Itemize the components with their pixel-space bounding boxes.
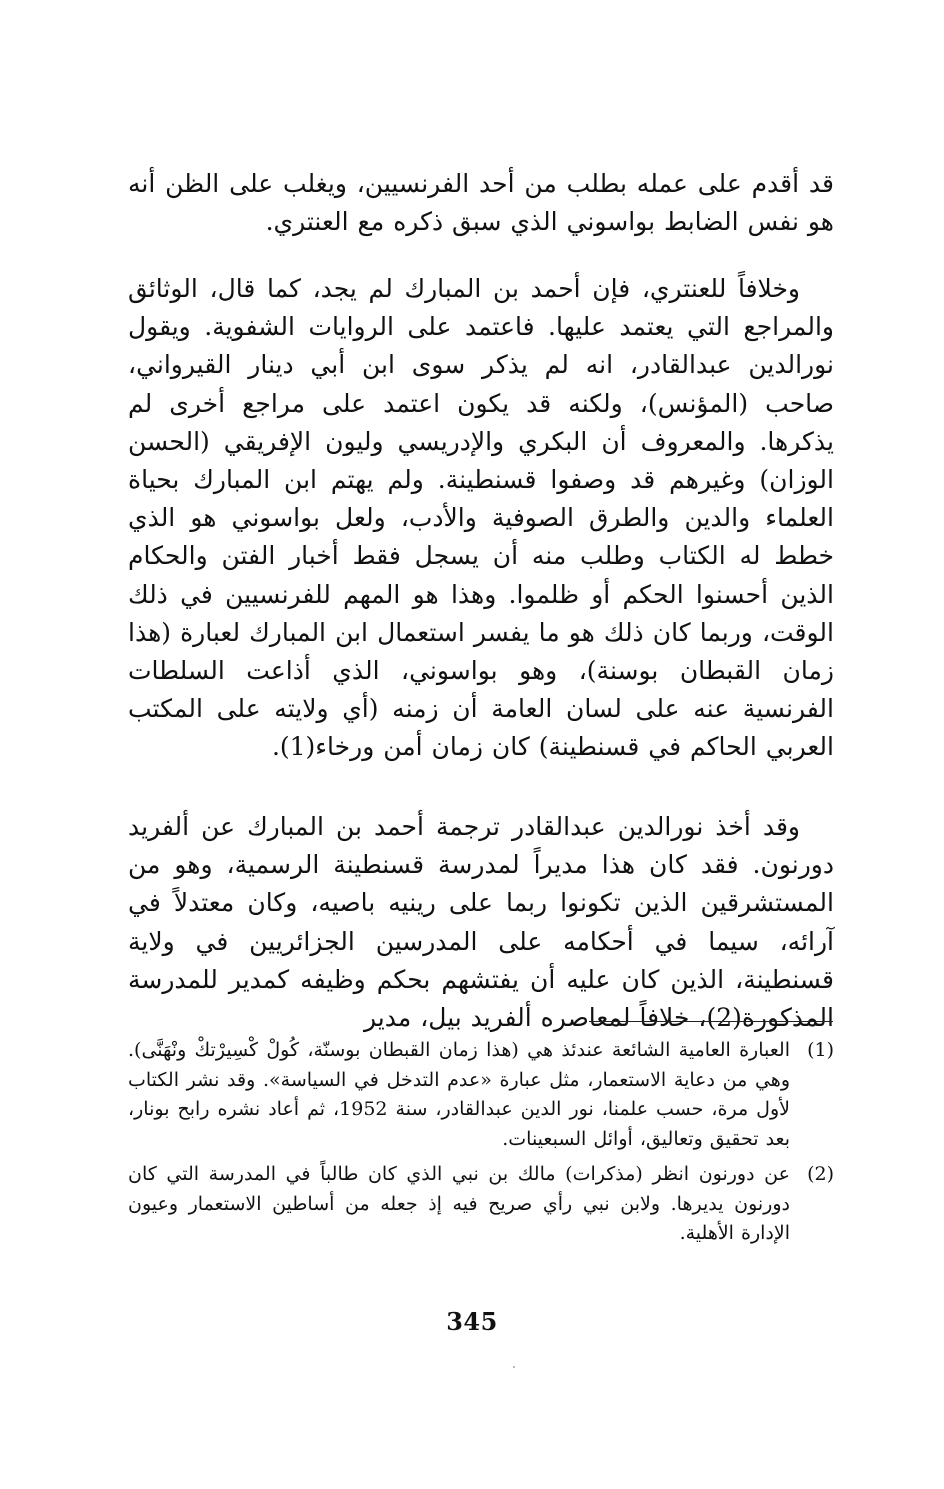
scan-speck — [513, 1366, 515, 1368]
paragraph-1: قد أقدم على عمله بطلب من أحد الفرنسيين، ويغلب على الظن أنه هو نفس الضابط بواسوني الذي سبق ذكره مع العنتري. — [128, 169, 834, 237]
footnote-text: العبارة العامية الشائعة عندئذ هي (هذا زمان القبطان بوسنّة، كُولْ كْسِيرْتكْ ونْهَنَّى). وهي من دعاية الاستعمار، مثل عبارة «عدم التدخل في السياسة». وقد نشر الكتاب لأول مرة، حسب علمنا، نور الدين عبدالقادر، سنة 1952، ثم أعاد نشره رابح بونار، بعد تحقيق وتعاليق، أوائل السبعينات. — [128, 1039, 790, 1150]
footnote-text: عن دورنون انظر (مذكرات) مالك بن نبي الذي كان طالباً في المدرسة التي كان دورنون يديرها. ولابن نبي رأي صريح فيه إذ جعله من أساطين الاستعمار وعيون الإدارة الأهلية. — [128, 1163, 790, 1244]
footnotes — [128, 1036, 834, 1255]
footnote-1 — [128, 1036, 834, 1154]
footnote-number: (1) — [807, 1039, 834, 1061]
footnote-divider — [589, 1021, 833, 1022]
paragraph-2: وخلافاً للعنتري، فإن أحمد بن المبارك لم يجد، كما قال، الوثائق والمراجع التي يعتمد عليها. فاعتمد على الروايات الشفوية. ويقول نورالدين عبدالقادر، انه لم يذكر سوى ابن أبي دينار القيرواني، صاحب (المؤنس)، ولكنه قد يكون اعتمد على مراجع أخرى لم يذكرها. والمعروف أن البكري والإدريسي وليون الإفريقي (الحسن الوزان) وغيرهم قد وصفوا قسنطينة. ولم يهتم ابن المبارك بحياة العلماء والدين والطرق الصوفية والأدب، ولعل بواسوني هو الذي خطط له الكتاب وطلب منه أن يسجل فقط أخبار الفتن والحكام الذين أحسنوا الحكم أو ظلموا. وهذا هو المهم للفرنسيين في ذلك الوقت، وربما كان ذلك هو ما يفسر استعمال ابن المبارك لعبارة (هذا زمان القبطان بوسنة)، وهو بواسوني، الذي أذاعت السلطات الفرنسية عنه على لسان العامة أن زمنه (أي ولايته على المكتب العربي الحاكم في قسنطينة) كان زمان أمن ورخاء(1). — [128, 274, 834, 762]
page-number: 345 — [446, 1307, 498, 1336]
footnote-number: (2) — [807, 1163, 834, 1185]
paragraph-3: وقد أخذ نورالدين عبدالقادر ترجمة أحمد بن المبارك عن ألفريد دورنون. فقد كان هذا مديراً لمدرسة قسنطينة الرسمية، وهو من المستشرقين الذين تكونوا ربما على رينيه باصيه، وكان معتدلاً في آرائه، سيما في أحكامه على المدرسين الجزائريين في ولاية قسنطينة، الذين كان عليه أن يفتشهم بحكم وظيفه كمدير للمدرسة المذكورة(2)، خلافاً لمعاصره ألفريد بيل، مدير — [128, 812, 834, 1033]
footnote-2 — [128, 1160, 834, 1249]
